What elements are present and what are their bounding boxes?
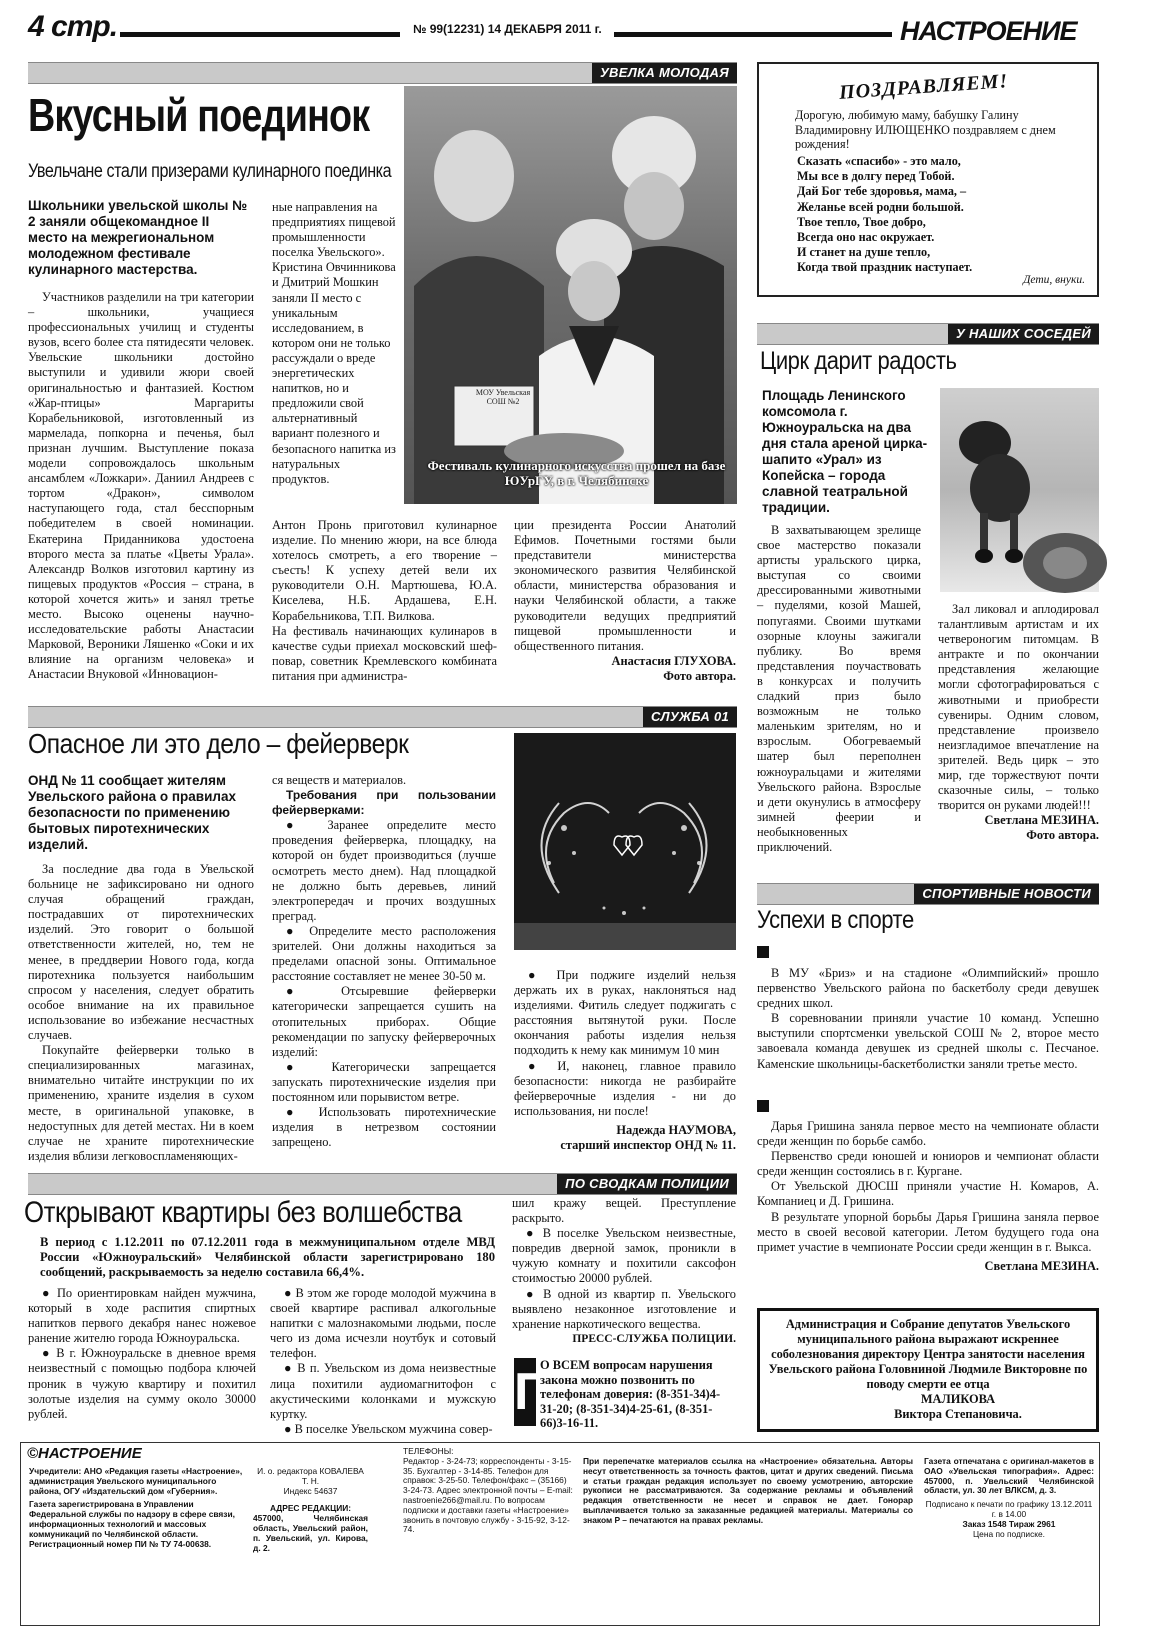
paragraph: шил кражу вещей. Преступление раскрыто.	[512, 1196, 736, 1226]
address-heading: АДРЕС РЕДАКЦИИ:	[269, 1503, 352, 1514]
condolence-text: Администрация и Собрание депутатов Увельского муниципального района выражают искреннее соболезнования директору Центра занятости населения Увельского района Головниной Людмиле Викторовне по поводу смерти ее отца	[768, 1317, 1088, 1391]
paragraph: Дарья Гришина заняла первое место на чемпионате области среди женщин по борьбе самбо.	[757, 1119, 1099, 1149]
imprint-editor	[253, 1467, 368, 1553]
paragraph: ся веществ и материалов.	[272, 773, 407, 787]
condolence-name: МАЛИКОВА	[920, 1392, 996, 1406]
drop-cap: П	[514, 1358, 536, 1426]
article-column-1	[757, 523, 921, 855]
sport-text-1	[757, 966, 1099, 1072]
article-lead: Школьники увельской школы № 2 заняли общекомандное II место на межрегиональном молодежном фестивале кулинарного мастерства.	[28, 198, 248, 277]
fireworks-photo	[514, 733, 736, 950]
issue-date: № 99(12231) 14 ДЕКАБРЯ 2011 г.	[413, 22, 602, 36]
rubric-bar	[28, 1173, 737, 1195]
author-role: старший инспектор ОНД № 11.	[560, 1137, 736, 1152]
article-column-3	[512, 1196, 736, 1347]
sport-text-2	[757, 1119, 1099, 1274]
paragraph: На фестиваль начинающих кулинаров в качестве судьи приехал московский шеф-повар, советник Кремлевского комбината питания при администра-	[272, 623, 497, 683]
imprint-box	[20, 1442, 1100, 1626]
list-item-text: По ориентировкам найден мужчина, который в ходе распития спиртных напитков первого декабря нанес ножевое ранение жителю города Южноуральска.	[28, 1286, 256, 1346]
masthead: НАСТРОЕНИЕ	[900, 16, 1077, 46]
requirements-heading: Требования при пользовании фейерверками:	[272, 788, 496, 818]
registration-text: Газета зарегистрирована в Управлении Федеральной службы по надзору в сфере связи, информационных технологий и массовых коммуникаций по Челябинской области. Регистрационный номер ПИ № ТУ 74-00638.	[29, 1499, 235, 1549]
rubric-label: СПОРТИВНЫЕ НОВОСТИ	[914, 884, 1099, 904]
list-item-text: И, наконец, главное правило безопасности: никогда не разбирайте фейерверочные изделия - ни до использования, ни после!	[514, 1058, 736, 1118]
list-item-text: Категорически запрещается запускать пиротехнические изделия при постоянном или порывистом ветре.	[272, 1059, 496, 1104]
article-column-3	[514, 518, 736, 684]
list-item-text: В поселке Увельском мужчина совер-	[294, 1421, 493, 1436]
imprint-printing	[924, 1457, 1094, 1539]
list-item: ● По ориентировкам найден мужчина, который в ходе распития спиртных напитков первого декабря нанес ножевое ранение жителю города Южноуральска.	[28, 1286, 256, 1346]
hotline-note: О ВСЕМ вопросам нарушения закона можно позвонить по телефонам доверия: (8-351-34)4-31-20; (8-351-34)4-25-61, (8-351-66)3-16-11.	[540, 1358, 721, 1431]
poem-line: Дай Бог тебе здоровья, мама, –	[797, 184, 967, 199]
rules-text: При перепечатке материалов ссылка на «Настроение» обязательна. Авторы несут ответственность за точность фактов, цитат и других сведений. Письма и статьи граждан редакция использует по своему усмотрению, авторские рукописи не рассматриваются. За содержание рекламы и объявлений редакция ответственности не несет и справок не дает. Гонорар выплачивается только за заказанные редакцией материалы. Материалы со знаком P – печатаются на правах рекламы.	[583, 1456, 913, 1525]
author: Анастасия ГЛУХОВА.	[611, 653, 736, 668]
rubric-label: У НАШИХ СОСЕДЕЙ	[948, 324, 1099, 344]
list-item: ● Заранее определите место проведения фейерверка, площадку, на которой он будет производиться (лучше осмотреть место днем). Над площадкой не должно быть деревьев, линий электропередач и прочих воздушных преград.	[272, 818, 496, 923]
list-item: ● Определите место расположения зрителей. Они должны находиться за пределами опасной зоны. Оптимальное расстояние составляет не менее 30-50 м.	[272, 923, 496, 984]
founders-text: Учредители: АНО «Редакция газеты «Настроение», администрация Увельского муниципального района, ОГУ «Издательский дом «Губерния».	[29, 1466, 243, 1496]
article-title: Опасное ли это дело – фейерверк	[28, 728, 409, 759]
photo-credit: Фото автора.	[663, 668, 736, 683]
list-item-text: В поселке Увельском неизвестные, повредив дверной замок, проникли в чужую комнату и похитили саксофон стоимостью 20000 рублей.	[512, 1226, 736, 1286]
condolence-name-2: Виктора Степановича.	[894, 1407, 1022, 1421]
article-column-1	[28, 1286, 256, 1422]
photo-credit: Фото автора.	[1026, 828, 1099, 843]
paragraph: ции президента России Анатолий Ефимов. Почетными гостями были представители министерства экономического развития Челябинской области, министерства образования и науки Челябинской области, а также руководители ведущих предприятий пищевой промышленности и общественного питания.	[514, 518, 736, 653]
paragraph: Покупайте фейерверки только в специализированных магазинах, внимательно читайте инструкции по их применению, храните изделия в сухом месте, в оригинальной упаковке, в недоступных для детей местах. Ни в коем случае не храните пиротехнические изделия вблизи легковоспламеняющих-	[28, 1043, 254, 1163]
paragraph: В захватывающем зрелище свое мастерство показали артисты уральского цирка, выступая со своими дрессированными животными – пуделями, козой Машей, попугаями. Своими шутками озорные клоуны зажигали публику. Во время представления поучаствовать в конкурсах и получить сладкий приз было возможным не только маленьким зрителям, но и взрослым. Обогреваемый шатер был переполнен южноуральцами и жителями Увельского района. Взрослые и дети окунулись в атмосферу зимней феерии и необыкновенных приключений.	[757, 523, 921, 854]
poem-line: Желанье всей родни большой.	[797, 199, 964, 214]
poodle-illustration	[940, 388, 1099, 592]
poem-line: Когда твой праздник наступает.	[797, 260, 973, 275]
list-item-text: В п. Увельском из дома неизвестные лица похитили аудиомагнитофон с акустическими колонками и мужскую куртку.	[270, 1361, 496, 1421]
phones-text: Редактор - 3-24-73; корреспонденты - 3-15-35. Бухгалтер - 3-14-85. Телефон для справок: 3-25-50. Телефон/факс – (35166) 3-24-73. Адрес электронной почты – E-mail: nastroenie266@mail.ru. По вопросам подписки и доставки газеты «Настроение» звонить в почтовую службу - 3-15-92, 3-12-74.	[403, 1455, 573, 1535]
list-item-text: При поджиге изделий нельзя держать их в руках, наклоняться над изделиями. Фитиль следует поджигать с расстояния вытянутой руки. После окончания работы изделия нельзя подходить к нему как минимум 10 мин	[514, 968, 736, 1058]
poem-line: Сказать «спасибо» - это мало,	[797, 154, 961, 168]
press-service: ПРЕСС-СЛУЖБА ПОЛИЦИИ.	[572, 1332, 736, 1345]
rubric-label: УВЕЛКА МОЛОДАЯ	[592, 63, 737, 83]
imprint-rules	[583, 1457, 913, 1526]
article-column-2	[272, 773, 496, 1150]
list-item: ● В п. Увельском из дома неизвестные лица похитили аудиомагнитофон с акустическими колонками и мужскую куртку.	[270, 1361, 496, 1421]
list-item: ● Отсыревшие фейерверки категорически запрещается сушить на отопительных приборах. Общие рекомендации по запуску фейерверочных изделий:	[272, 984, 496, 1059]
festival-photo	[404, 86, 737, 504]
phones-heading: ТЕЛЕФОНЫ:	[403, 1446, 454, 1456]
article-title: Открывают квартиры без волшебства	[24, 1196, 462, 1229]
article-column-1	[28, 290, 254, 682]
signed-text: Подписано к печати по графику 13.12.2011 г. в 14.00	[925, 1499, 1093, 1519]
poem-line: Мы все в долгу перед Тобой.	[797, 169, 955, 184]
paragraph: Первенство среди юношей и юниоров и чемпионат области среди женщин состоялись в г. Кургане.	[757, 1149, 1099, 1179]
editor-text: И. о. редактора КОВАЛЕВА Т. Н.	[257, 1466, 364, 1486]
poem-line: Всегда оно нас окружает.	[797, 230, 935, 245]
price-text: Цена по подписке.	[972, 1528, 1046, 1539]
congrats-poem	[797, 154, 972, 276]
article-lead: В период с 1.12.2011 по 07.12.2011 года в межмуниципальном отделе МВД России «Южноуральский» Челябинской области зарегистрировано 180 сообщений, раскрываемость за неделю составила 66,4%.	[40, 1235, 495, 1280]
header-rule-right	[614, 32, 892, 37]
paragraph: Зал ликовал и аплодировал талантливым артистам и их четвероногим питомцам. В антракте и по окончании представления желающие могли сфотографироваться с животными и приобрести сувениры. Одним словом, представление произвело неизгладимое впечатление на зрителей. Ведь цирк – это мир, где торжествуют почти сказочные силы, – только творится он руками людей!!!	[938, 602, 1099, 813]
article-lead: Площадь Ленинского комсомола г. Южноуральска на два дня стала ареной цирка-шапито «Урал» из Копейска – города славной театральной традиции.	[762, 388, 928, 515]
article-title: Вкусный поединок	[28, 89, 370, 141]
list-item: ● И, наконец, главное правило безопасности: никогда не разбирайте фейерверочные изделия - ни до использования, ни после!	[514, 1058, 736, 1118]
paragraph: ные направления на предприятиях пищевой промышленности поселка Увельского». Кристина Овчинникова и Дмитрий Мошкин заняли II место с уникальным исследованием, в котором они не только рассуждали о вреде энергетических напитков, но и предложили свой альтернативный вариант полезного и безопасного напитка из натуральных продуктов.	[272, 200, 396, 486]
list-item-text: Определите место расположения зрителей. Они должны находиться за пределами опасной зоны. Оптимальное расстояние составляет не менее 30-50 м.	[272, 923, 496, 984]
list-item-text: Отсыревшие фейерверки категорически запрещается сушить на отопительных приборах. Общие рекомендации по запуску фейерверочных изделий:	[272, 984, 496, 1059]
article-lead: ОНД № 11 сообщает жителям Увельского района о правилах безопасности по применению бытовых пиротехнических изделий.	[28, 773, 236, 852]
article-title: Успехи в спорте	[757, 906, 914, 934]
congrats-box	[757, 62, 1099, 297]
list-item-text: В одной из квартир п. Увельского выявлено незаконное изготовление и хранение наркотического вещества.	[512, 1286, 736, 1331]
article-column-2	[938, 602, 1099, 843]
print-text: Газета отпечатана с оригинал-макетов в ОАО «Увельская типография». Адрес: 457000, п. Увельский Челябинской области, ул. 30 лет ВЛКСМ, д. 3.	[924, 1456, 1094, 1496]
list-item: ● В этом же городе молодой мужчина в своей квартире распивал алкогольные напитки с малознакомыми людьми, после чего из дома исчезли ноутбук и сотовый телефон.	[270, 1286, 496, 1361]
paragraph: За последние два года в Увельской больнице не зафиксировано ни одного случая обращений граждан, пострадавших от пиротехнических изделий. Это говорит о большой ответственности жителей, но, тем не менее, в преддверии Нового года, когда пиротехника пользуется наибольшим спросом у населения, следует обратить особое внимание на их правильное использование во избежание несчастных случаев.	[28, 862, 254, 1043]
paragraph: Антон Пронь приготовил кулинарное изделие. По мнению жюри, на все блюда хотелось смотреть, а его творение – съесть! К успеху детей вели их руководители О.Н. Мартюшева, Ю.А. Киселева, Н.Б. Ардашева, Е.Н. Корабельникова, Т.П. Вилкова.	[272, 518, 497, 623]
rubric-bar	[757, 883, 1099, 905]
list-item: ● В поселке Увельском мужчина совер-	[284, 1421, 493, 1436]
rubric-bar	[757, 323, 1099, 345]
index-text: Индекс 54637	[283, 1485, 338, 1496]
article-column-3	[514, 968, 736, 1153]
condolence-box	[757, 1308, 1099, 1432]
list-item-text: Использовать пиротехнические изделия в нетрезвом состоянии запрещено.	[272, 1105, 496, 1150]
rubric-bar	[28, 62, 737, 84]
header-rule-left	[120, 32, 400, 37]
article-title: Цирк дарит радость	[760, 347, 957, 375]
rubric-bar	[28, 706, 737, 728]
congrats-text: Дорогую, любимую маму, бабушку Галину Владимировну ИЛЮЩЕНКО поздравляем с днем рождения!	[795, 108, 1056, 151]
fireworks-illustration	[514, 733, 736, 950]
list-item-text: Заранее определите место проведения фейерверка, площадку, на которой он будет производиться (лучше осмотреть место днем). Над площадкой не должно быть деревьев, линий электропередач и прочих воздушных преград.	[272, 818, 496, 923]
festival-photo-illustration	[404, 86, 737, 504]
paragraph: В соревновании приняли участие 10 команд. Успешно выступили спортсменки увельской СОШ № 2, второе место завоевала команда девушек из средней школы с. Песчаное. Каменские школьницы-баскетболистки заняли третье место.	[757, 1011, 1099, 1071]
poem-line: Твое тепло, Твое добро,	[797, 214, 926, 229]
imprint-founders	[29, 1467, 244, 1549]
imprint-logo: ©НАСТРОЕНИЕ	[27, 1445, 142, 1462]
author: Светлана МЕЗИНА.	[984, 813, 1099, 828]
rubric-label: ПО СВОДКАМ ПОЛИЦИИ	[557, 1174, 737, 1194]
article-subtitle: Увельчане стали призерами кулинарного поединка	[28, 161, 392, 182]
author: Надежда НАУМОВА,	[616, 1122, 736, 1137]
photo-sign: МОУ Увельская СОШ №2	[475, 388, 531, 406]
section-marker	[757, 946, 769, 958]
article-column-2-top	[272, 200, 396, 487]
article-column-2-bottom	[272, 518, 497, 684]
paragraph: Участников разделили на три категории – школьники, учащиеся профессиональных училищ и студенты вузов, всего более ста пятидесяти человек. Увельские школьники достойно выступили и удивили жюри своей оригинальностью и фантазией. Костюм «Жар-птицы» Маргариты Корабельниковой, изготовленный из мармелада, попкорна и печенья, был признан лучшим. Выступление показа модели сопровождалось школьным ансамблем «Ложкари». Даниил Андреев с тортом «Дракон», символом наступающего года, стал бесспорным победителем в своей номинации. Екатерина Приданникова удостоена второго места за платье «Цветы Урала». Александр Волков изготовил картину из пищевых продуктов «Россия – страна, в которой хочется жить» и занял третье место. Высоко оценены научно-исследовательские работы Анастасии Марковой, Вероники Ляшенко «Соки и их влияние на организм человека» и Анастасии Внуковой «Инновацион-	[28, 290, 254, 682]
imprint-phones	[403, 1447, 573, 1535]
list-item: ● В г. Южноуральске в дневное время неизвестный с помощью подбора ключей проник в чужую квартиру и похитил золотые изделия на сумму около 30000 рублей.	[28, 1346, 256, 1421]
list-item-text: В г. Южноуральске в дневное время неизвестный с помощью подбора ключей проник в чужую квартиру и похитил золотые изделия на сумму около 30000 рублей.	[28, 1346, 256, 1421]
congrats-title: ПОЗДРАВЛЯЕМ!	[838, 70, 1009, 104]
list-item: ● При поджиге изделий нельзя держать их в руках, наклоняться над изделиями. Фитиль следует поджигать с расстояния вытянутой руки. После окончания работы изделия нельзя подходить к нему как минимум 10 мин	[514, 968, 736, 1058]
photo-caption: Фестиваль кулинарного искусства прошел на базе ЮУрГУ, в г. Челябинске	[427, 458, 726, 488]
paragraph: От Увельской ДЮСШ приняли участие Н. Комаров, А. Компаниец и Д. Гришина.	[757, 1179, 1099, 1209]
author: Светлана МЕЗИНА.	[984, 1258, 1099, 1273]
paragraph: В МУ «Бриз» и на стадионе «Олимпийский» прошло первенство Увельского района по баскетболу среди девушек средних школ.	[757, 966, 1099, 1011]
circus-photo	[940, 388, 1099, 592]
section-marker	[757, 1100, 769, 1112]
list-item: ● В поселке Увельском неизвестные, повредив дверной замок, проникли в чужую комнату и похитили саксофон стоимостью 20000 рублей.	[512, 1226, 736, 1286]
list-item: ● Использовать пиротехнические изделия в нетрезвом состоянии запрещено.	[272, 1105, 496, 1150]
congrats-signature: Дети, внуки.	[1023, 274, 1085, 286]
list-item: ● В одной из квартир п. Увельского выявлено незаконное изготовление и хранение наркотического вещества.	[512, 1286, 736, 1331]
page-number: 4 стр.	[28, 10, 118, 43]
address-text: 457000, Челябинская область, Увельский район, п. Увельский, ул. Кирова, д. 2.	[253, 1513, 368, 1553]
article-column-1	[28, 862, 254, 1164]
list-item: ● Категорически запрещается запускать пиротехнические изделия при постоянном или порывистом ветре.	[272, 1059, 496, 1104]
order-text: Заказ 1548 Тираж 2961	[962, 1518, 1056, 1529]
list-item-text: В этом же городе молодой мужчина в своей квартире распивал алкогольные напитки с малознакомыми людьми, после чего из дома исчезли ноутбук и сотовый телефон.	[270, 1286, 496, 1361]
poem-line: И станет на душе тепло,	[797, 245, 931, 260]
paragraph: В результате упорной борьбы Дарья Гришина заняла первое место в своей весовой категории. Летом будущего года она примет участие в чемпионате России среди женщин в г. Выкса.	[757, 1209, 1099, 1254]
rubric-label: СЛУЖБА 01	[643, 707, 737, 727]
article-column-2	[270, 1286, 496, 1437]
